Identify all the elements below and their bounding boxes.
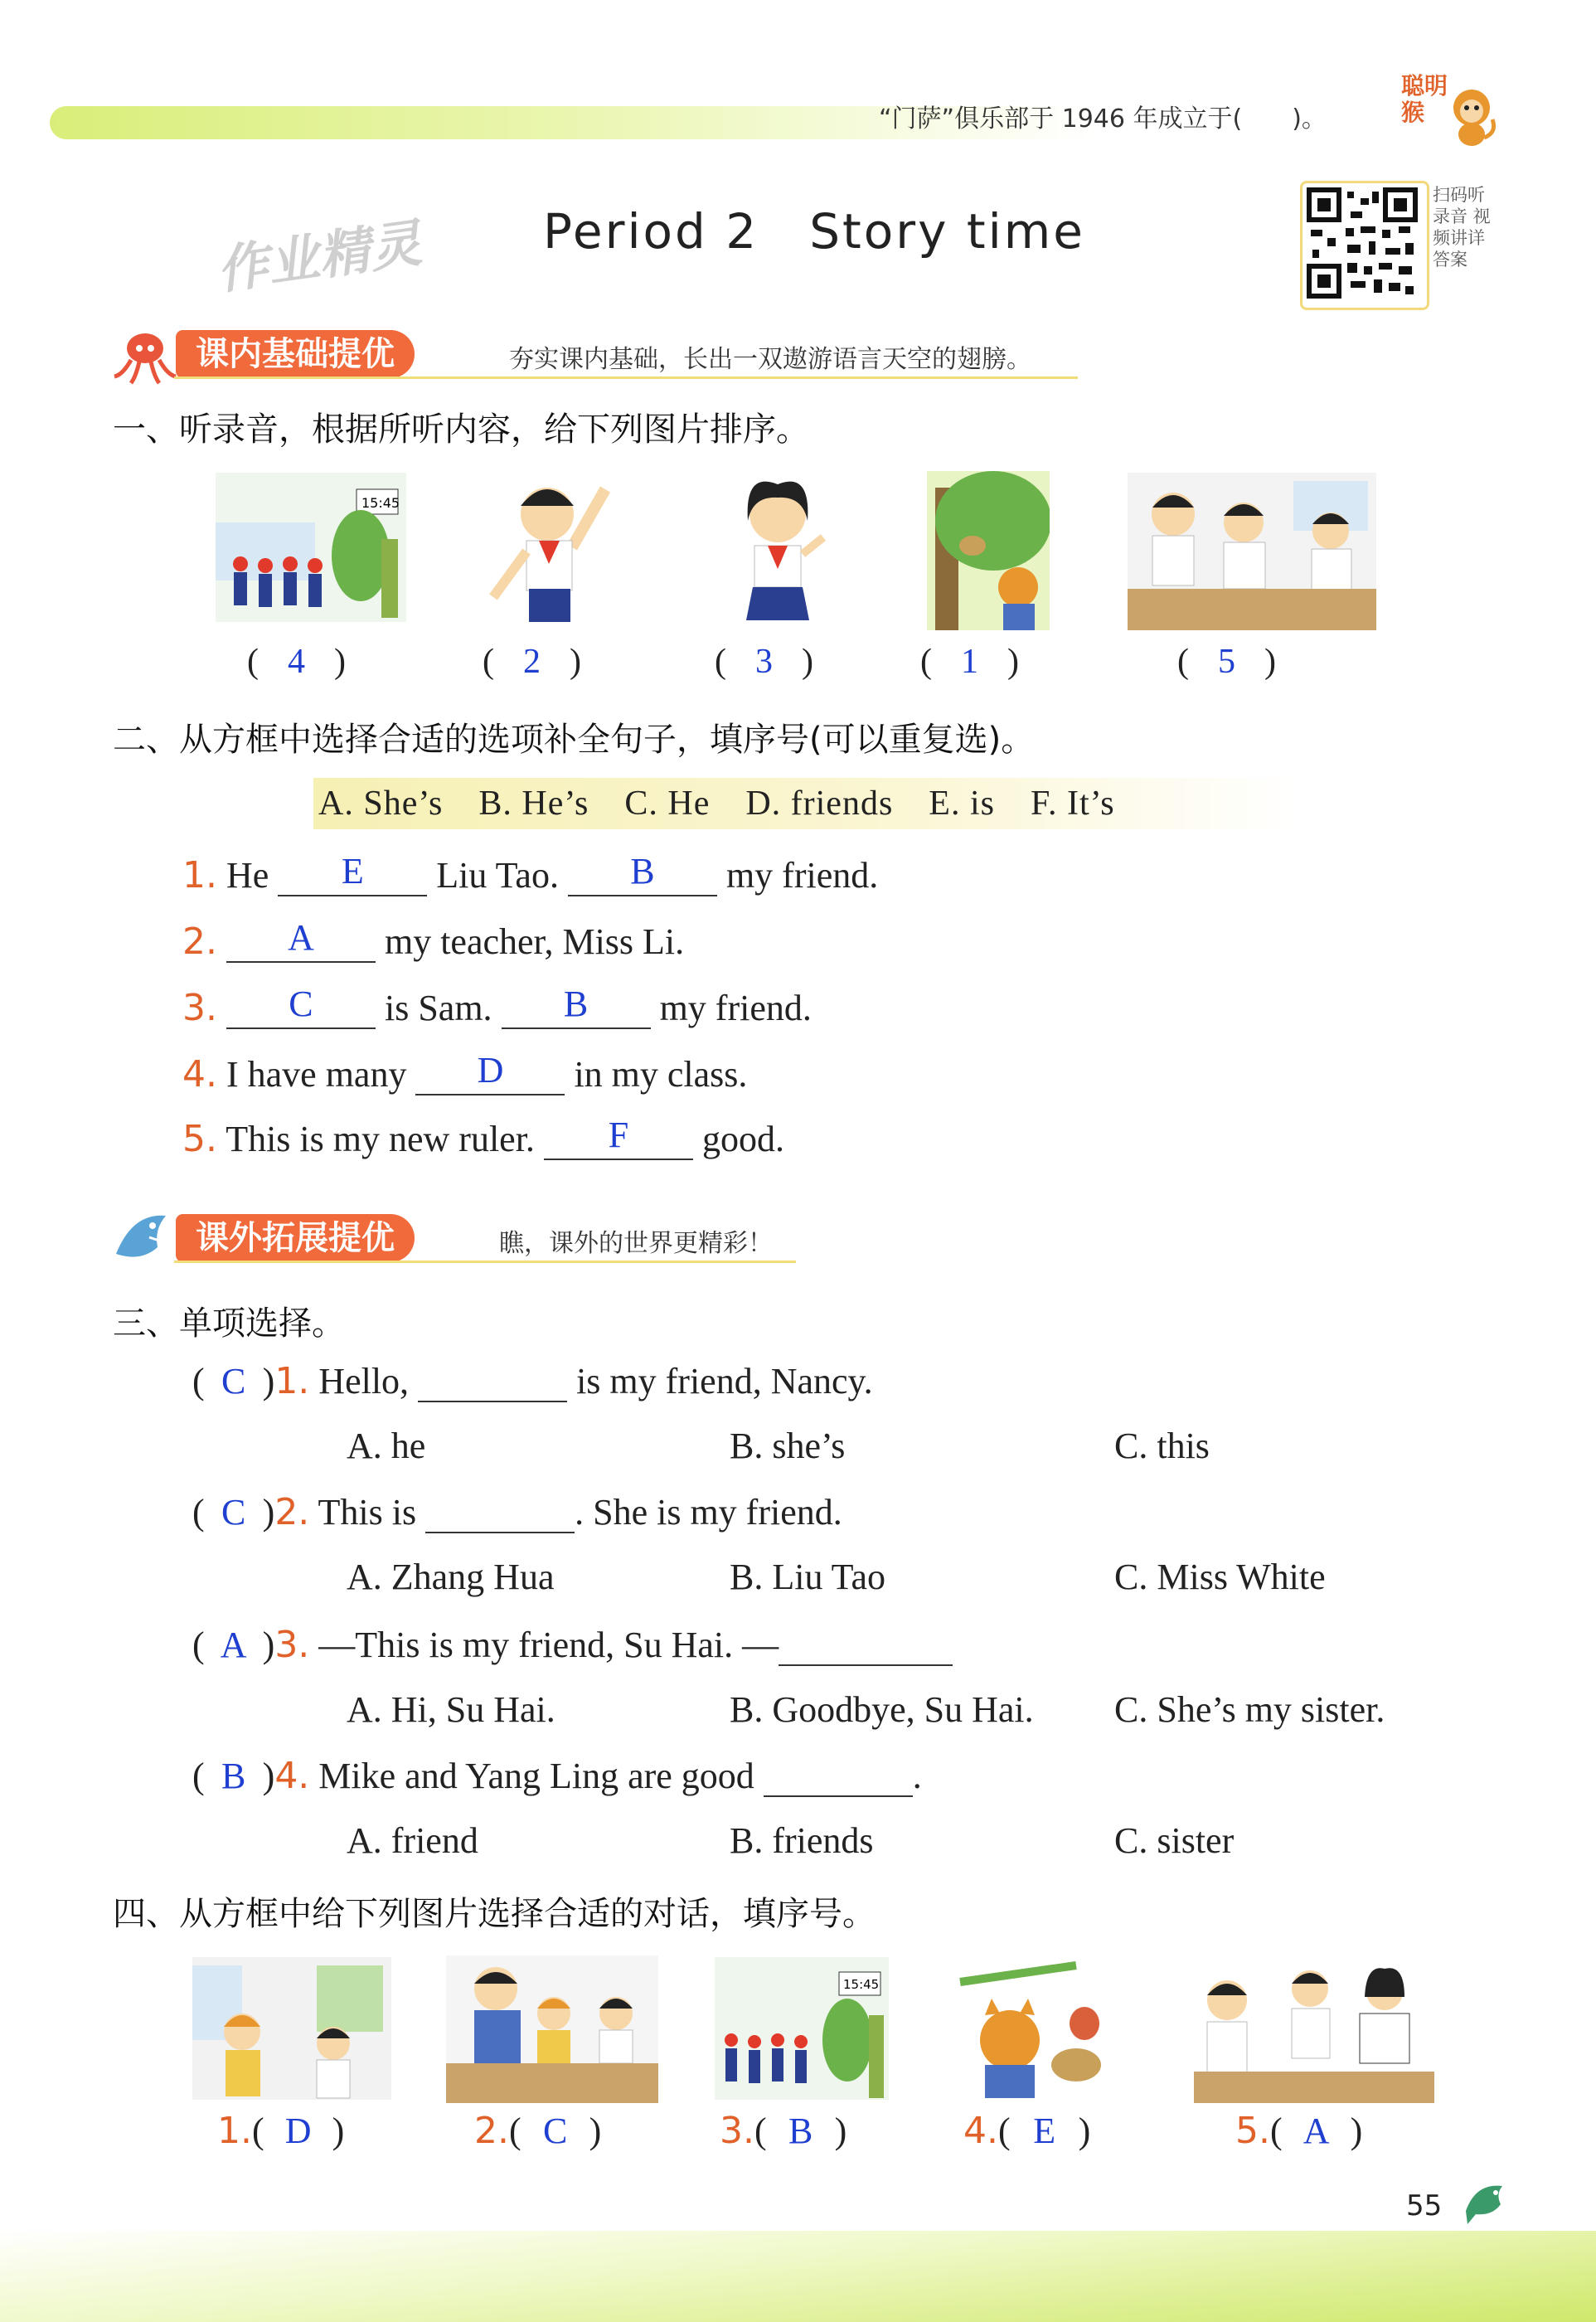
- monkey-icon: [1443, 83, 1501, 153]
- blank[interactable]: [764, 1757, 913, 1797]
- fill-item-1: 1. He E Liu Tao. B my friend.: [182, 851, 879, 896]
- mc-question-1: ( C )1. Hello, is my friend, Nancy.: [192, 1360, 873, 1402]
- picture-2-boy-waving: [481, 473, 622, 626]
- item-number: 1.: [182, 854, 217, 896]
- mc-question-3: ( A )3. —This is my friend, Su Hai. —: [192, 1624, 953, 1666]
- p4-answer-value-3[interactable]: B: [788, 2111, 813, 2151]
- mc-question-4: ( B )4. Mike and Yang Ling are good .: [192, 1755, 922, 1797]
- mc-option-2a: A. Zhang Hua: [347, 1557, 555, 1597]
- shark-icon: [108, 1204, 174, 1274]
- option-box: A. She’s B. He’s C. He D. friends E. is F. It’s: [313, 778, 1298, 829]
- p4-answer-value-5[interactable]: A: [1303, 2111, 1330, 2151]
- fill-item-2: 2. A my teacher, Miss Li.: [182, 917, 685, 963]
- mc-answer-3[interactable]: A: [220, 1625, 247, 1665]
- answer-2[interactable]: 2: [523, 643, 541, 681]
- section-label-1: 课内基础提优: [176, 330, 415, 378]
- page-number: 55: [1406, 2189, 1443, 2222]
- mc-option-3a: A. Hi, Su Hai.: [347, 1689, 555, 1730]
- fill-item-3: 3. C is Sam. B my friend.: [182, 984, 812, 1029]
- fill-item-4: 4. I have many D in my class.: [182, 1050, 748, 1095]
- qr-label: 扫码听录音 视频讲详答案: [1433, 185, 1491, 270]
- footer-band: [0, 2231, 1596, 2322]
- blank[interactable]: E: [278, 857, 427, 896]
- header-tip: “门萨”俱乐部于 1946 年成立于( )。: [879, 104, 1327, 134]
- mascot-label: 聪明猴: [1401, 72, 1448, 126]
- mc-answer-2[interactable]: C: [221, 1492, 246, 1533]
- item-number: 2.: [182, 921, 217, 963]
- answer-paren-3: ( 3 ): [715, 643, 813, 681]
- svg-text:15:45: 15:45: [361, 495, 400, 511]
- picture-4-cat-and-tree: [927, 471, 1050, 630]
- part2-heading: 二、从方框中选择合适的选项补全句子，填序号(可以重复选)。: [113, 721, 1035, 759]
- blank[interactable]: D: [415, 1056, 565, 1095]
- svg-text:15:45: 15:45: [843, 1977, 880, 1992]
- p4-answer-2: 2.( C ): [474, 2110, 602, 2152]
- answer-3[interactable]: 3: [755, 643, 773, 681]
- answer-paren-1: ( 4 ): [247, 643, 346, 681]
- p4-answer-4: 4.( E ): [963, 2110, 1091, 2152]
- answer-paren-5: ( 5 ): [1177, 643, 1276, 681]
- mc-option-2b: B. Liu Tao: [730, 1557, 885, 1597]
- blank[interactable]: C: [226, 989, 376, 1029]
- squid-icon: [108, 328, 182, 390]
- section-label-2: 课外拓展提优: [176, 1214, 415, 1262]
- mc-option-4a: A. friend: [347, 1820, 478, 1861]
- blank[interactable]: F: [544, 1120, 693, 1160]
- item-number: 3.: [182, 987, 217, 1029]
- answer-1[interactable]: 4: [288, 643, 305, 681]
- p4-picture-4: [952, 1957, 1134, 2100]
- mc-option-4c: C. sister: [1114, 1820, 1235, 1861]
- mc-option-2c: C. Miss White: [1114, 1557, 1326, 1597]
- answer-5[interactable]: 5: [1218, 643, 1235, 681]
- answer-4[interactable]: 1: [961, 643, 978, 681]
- answer-paren-4: ( 1 ): [920, 643, 1019, 681]
- section-slogan-2: 瞧，课外的世界更精彩！: [499, 1229, 773, 1258]
- dolphin-icon: [1459, 2174, 1517, 2236]
- blank[interactable]: B: [502, 989, 651, 1029]
- p4-answer-5: 5.( A ): [1235, 2110, 1363, 2152]
- mc-option-1c: C. this: [1114, 1426, 1210, 1466]
- picture-1-classroom-scene: [216, 473, 406, 622]
- p4-answer-value-4[interactable]: E: [1033, 2111, 1056, 2151]
- p4-answer-value-2[interactable]: C: [542, 2111, 568, 2151]
- blank[interactable]: [425, 1494, 575, 1533]
- p4-picture-5: [1194, 1955, 1434, 2103]
- blank[interactable]: [418, 1363, 567, 1402]
- section-slogan-1: 夯实课内基础，长出一双遨游语言天空的翅膀。: [509, 345, 1031, 374]
- blank[interactable]: [779, 1626, 953, 1666]
- qr-code[interactable]: [1300, 181, 1429, 310]
- mc-option-3c: C. She’s my sister.: [1114, 1689, 1385, 1730]
- part3-heading: 三、单项选择。: [113, 1304, 345, 1343]
- mc-question-2: ( C )2. This is . She is my friend.: [192, 1491, 842, 1533]
- mc-option-1a: A. he: [347, 1426, 426, 1466]
- watermark: 作业精灵: [212, 212, 425, 301]
- mc-option-3b: B. Goodbye, Su Hai.: [730, 1689, 1034, 1730]
- p4-picture-3: [715, 1957, 889, 2100]
- part4-heading: 四、从方框中给下列图片选择合适的对话，填序号。: [113, 1895, 876, 1933]
- item-number: 5.: [182, 1118, 217, 1160]
- mc-option-1b: B. she’s: [730, 1426, 846, 1466]
- answer-paren-2: ( 2 ): [483, 643, 581, 681]
- p4-answer-value-1[interactable]: D: [284, 2111, 312, 2151]
- blank[interactable]: A: [226, 923, 376, 963]
- page-title: Period 2 Story time: [543, 203, 1085, 260]
- p4-picture-1: [192, 1957, 391, 2100]
- mc-answer-4[interactable]: B: [221, 1756, 246, 1796]
- mc-option-4b: B. friends: [730, 1820, 874, 1861]
- p4-answer-1: 1.( D ): [217, 2110, 345, 2152]
- qr-code-icon: [1303, 183, 1422, 303]
- p4-picture-2: [446, 1955, 658, 2103]
- fill-item-5: 5. This is my new ruler. F good.: [182, 1115, 784, 1160]
- part1-heading: 一、听录音，根据所听内容，给下列图片排序。: [113, 410, 809, 449]
- mc-answer-1[interactable]: C: [221, 1361, 246, 1401]
- p4-answer-3: 3.( B ): [720, 2110, 847, 2152]
- picture-5-classroom-desks: [1128, 473, 1376, 630]
- picture-3-girl: [720, 471, 836, 629]
- item-number: 4.: [182, 1053, 217, 1095]
- blank[interactable]: B: [568, 857, 717, 896]
